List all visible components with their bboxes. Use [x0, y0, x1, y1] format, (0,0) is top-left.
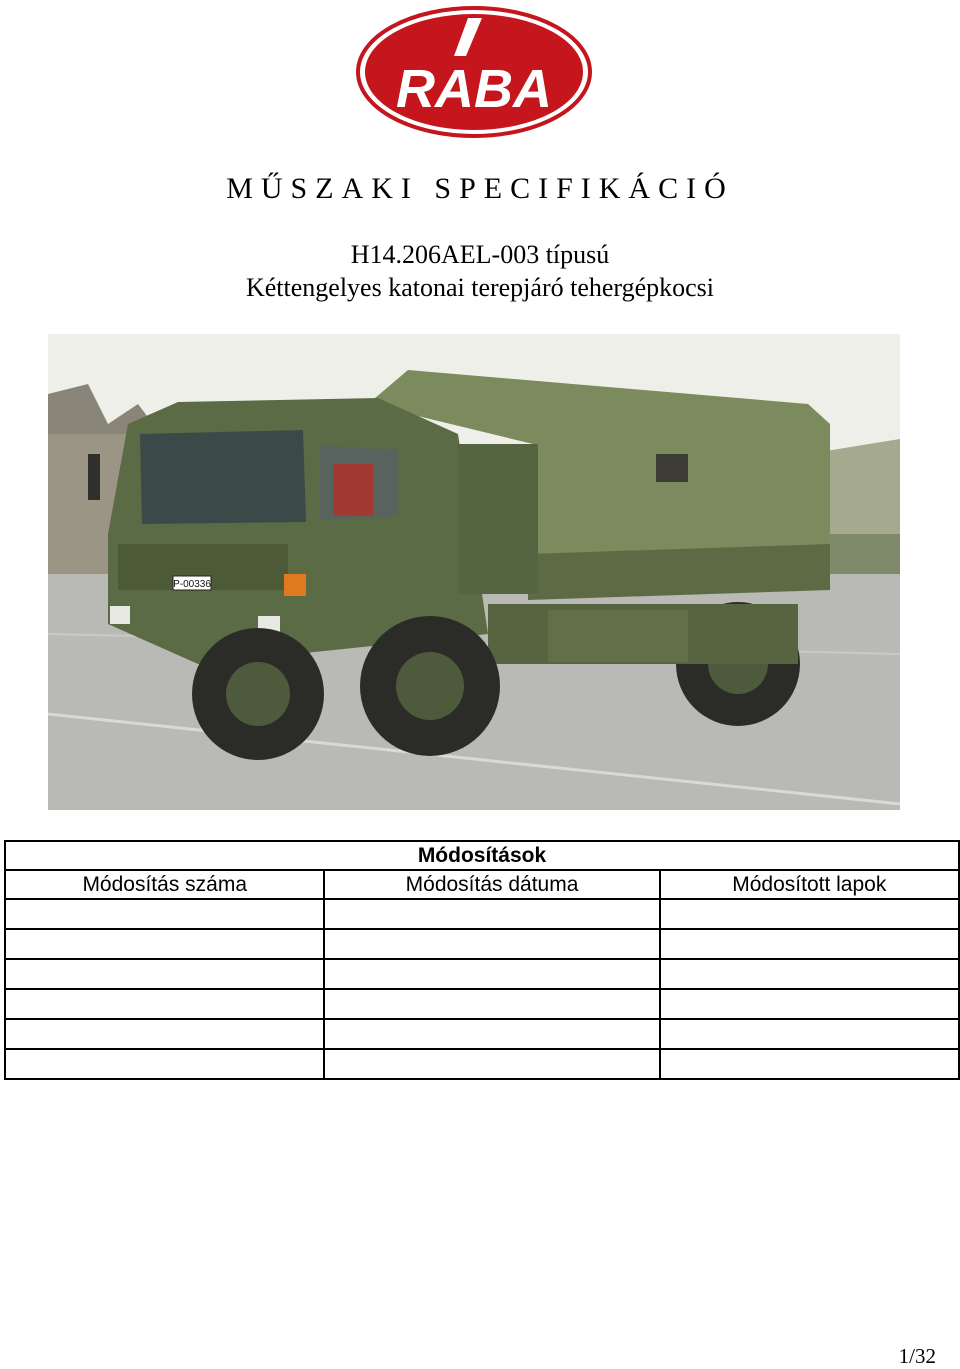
table-cell: [660, 989, 959, 1019]
table-row: [5, 899, 959, 929]
modifications-heading: Módosítások: [5, 841, 959, 870]
raba-logo: [354, 4, 594, 140]
truck-photo: [48, 334, 900, 810]
license-plate: P-00336: [173, 579, 211, 590]
modifications-table: [4, 840, 960, 1080]
table-cell: [5, 1049, 324, 1079]
document-title: MŰSZAKI SPECIFIKÁCIÓ: [226, 172, 734, 205]
table-cell: [324, 899, 659, 929]
column-header-date: Módosítás dátuma: [324, 870, 659, 899]
column-header-pages: Módosított lapok: [660, 870, 959, 899]
table-cell: [324, 989, 659, 1019]
table-cell: [660, 1049, 959, 1079]
table-row: [5, 959, 959, 989]
logo-text: RABA: [396, 59, 552, 119]
table-cell: [660, 1019, 959, 1049]
page-number: 1/32: [898, 1344, 936, 1368]
table-row: [5, 929, 959, 959]
table-cell: [324, 1019, 659, 1049]
table-row: [5, 1049, 959, 1079]
vehicle-description: Kéttengelyes katonai terepjáró tehergépkocsi: [245, 273, 715, 302]
table-cell: [660, 959, 959, 989]
table-row: [5, 989, 959, 1019]
table-cell: [5, 899, 324, 929]
table-row: [5, 1019, 959, 1049]
table-cell: [5, 929, 324, 959]
table-cell: [660, 929, 959, 959]
table-cell: [5, 989, 324, 1019]
table-cell: [660, 899, 959, 929]
model-type: H14.206AEL-003 típusú: [350, 240, 610, 269]
table-cell: [5, 959, 324, 989]
table-cell: [324, 929, 659, 959]
table-cell: [5, 1019, 324, 1049]
table-cell: [324, 1049, 659, 1079]
table-cell: [324, 959, 659, 989]
column-header-number: Módosítás száma: [5, 870, 324, 899]
